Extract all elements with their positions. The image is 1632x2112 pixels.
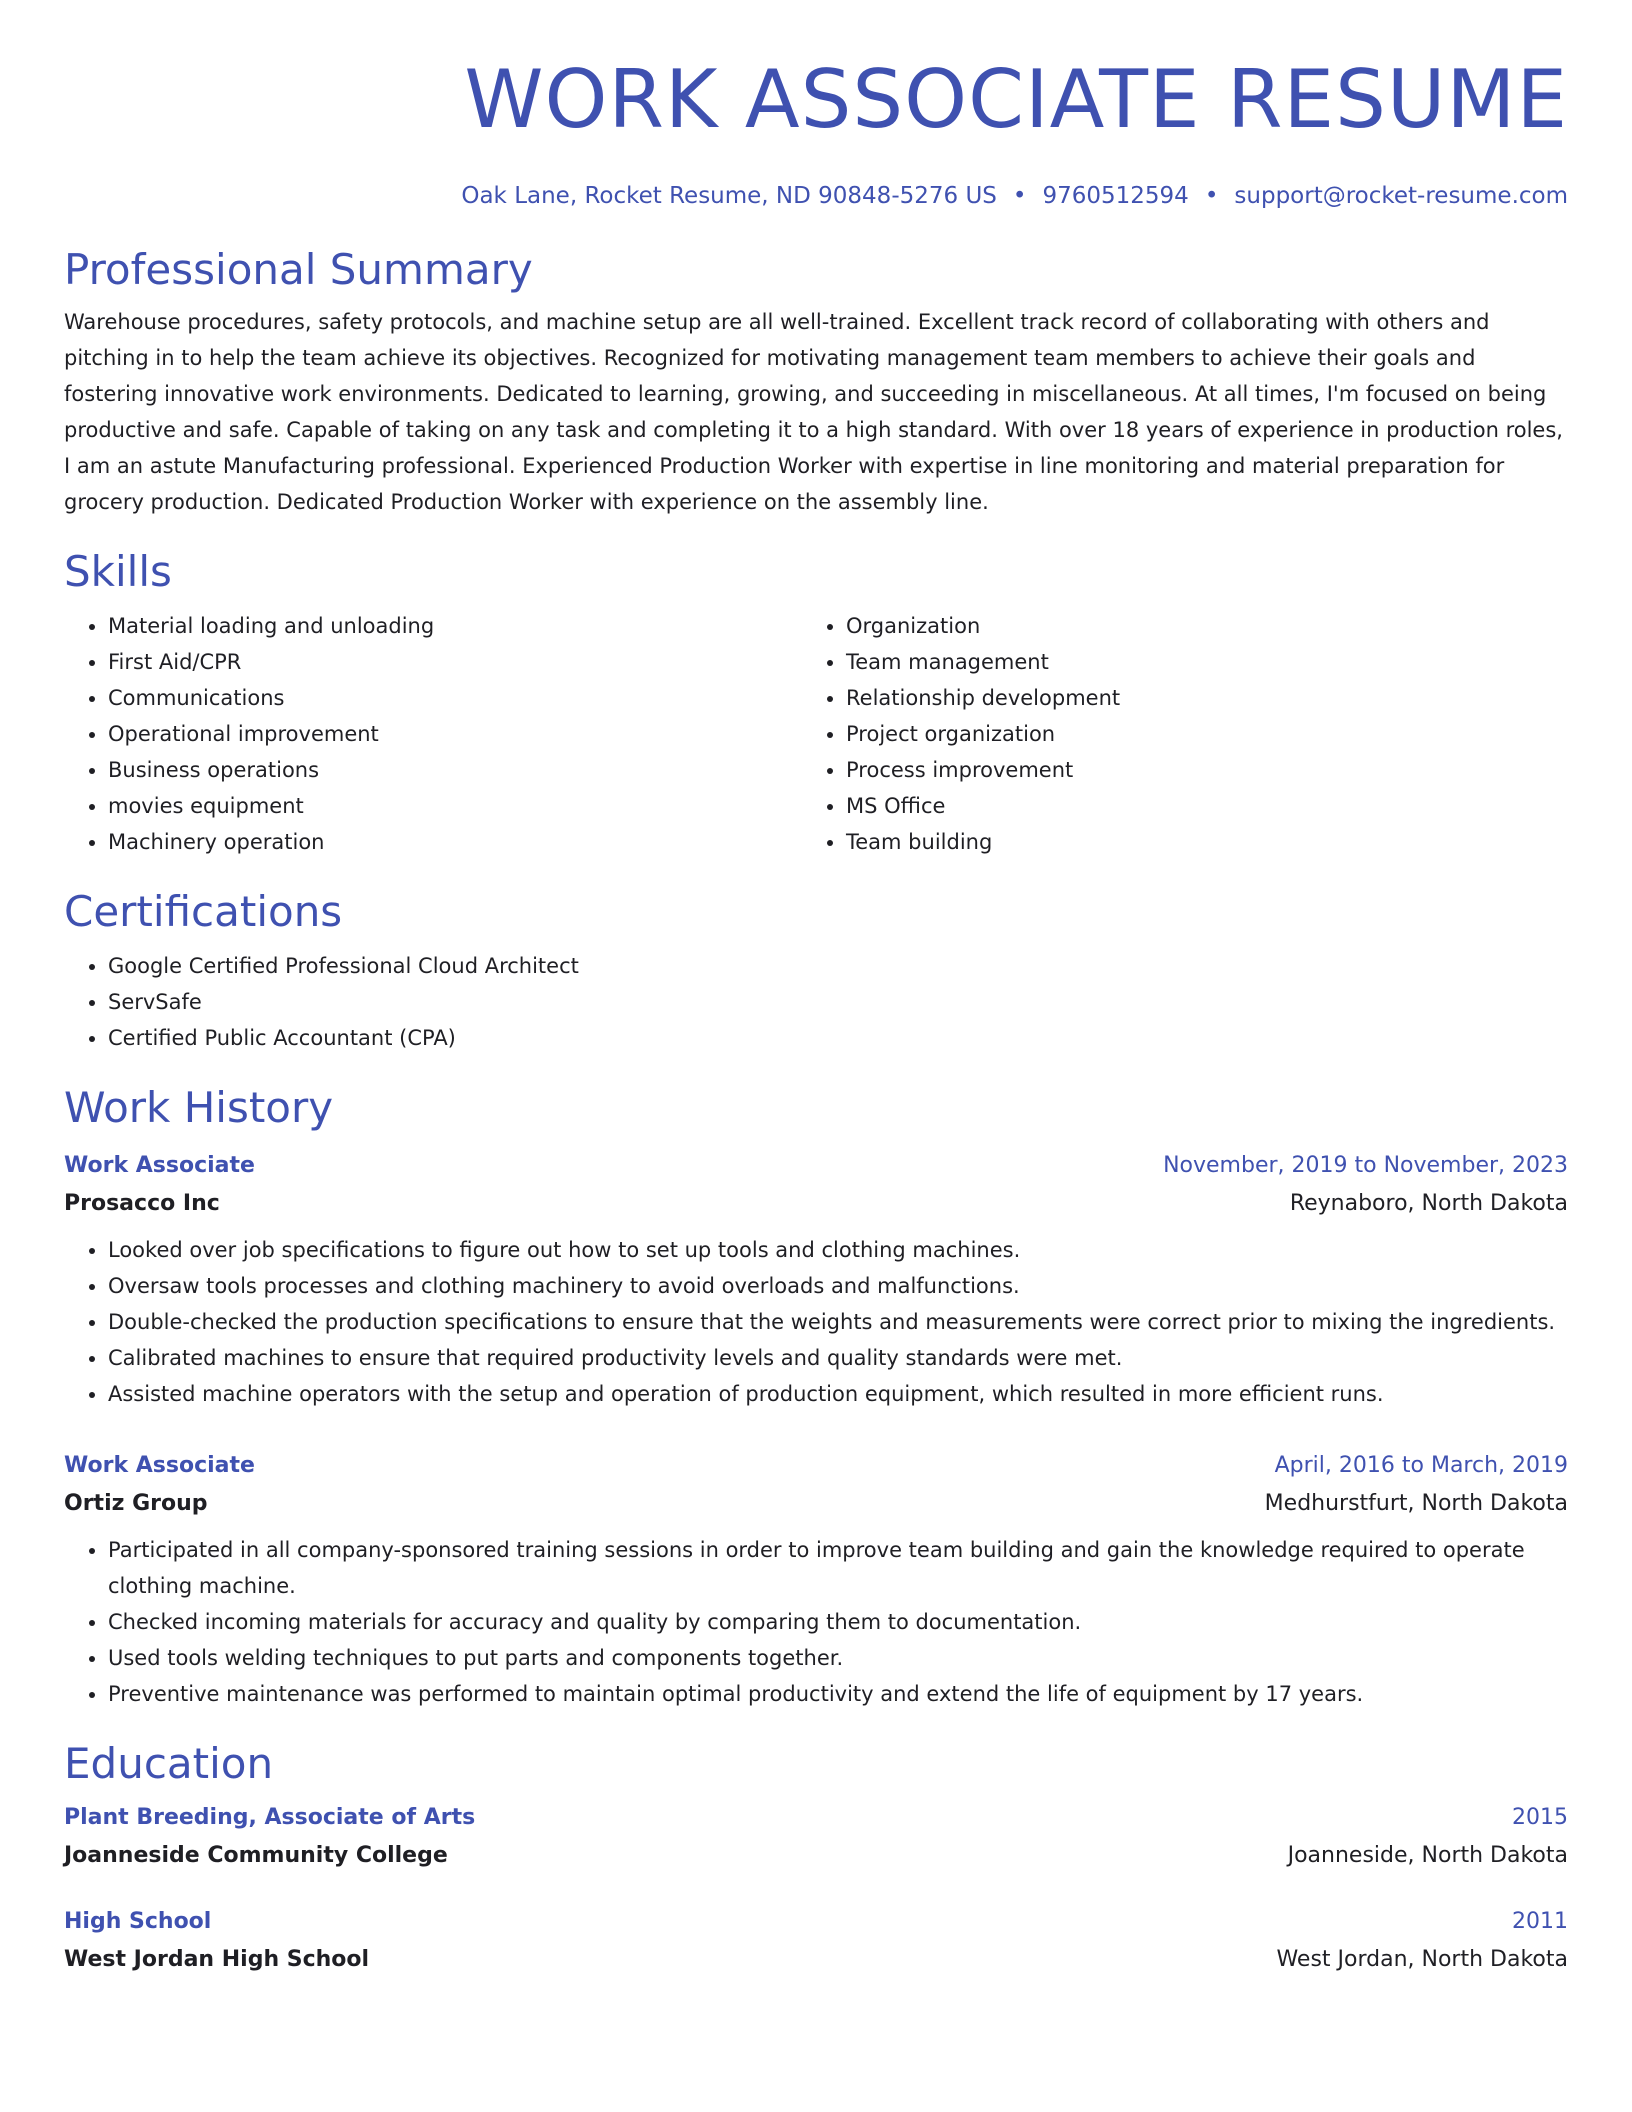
job-bullet: • Assisted machine operators with the setup and operation of production equipment, which resulted in more efficient runs.: [108, 1376, 1568, 1412]
education-school: West Jordan High School: [64, 1947, 370, 1972]
job-company: Ortiz Group: [64, 1491, 208, 1516]
skill-item: • Team management: [846, 644, 1568, 680]
job-title-row: [64, 1148, 1568, 1184]
job-bullet: • Participated in all company-sponsored training sessions in order to improve team building and gain the knowledge required to operate clothing machine.: [108, 1532, 1568, 1604]
skill-item: • Organization: [846, 608, 1568, 644]
certifications-section: [64, 886, 1568, 1056]
skills-section: [64, 546, 1568, 860]
skill-item: • Relationship development: [846, 680, 1568, 716]
contact-address: Oak Lane, Rocket Resume, ND 90848-5276 US: [461, 183, 997, 209]
skills-list-right: [802, 608, 1568, 860]
education-heading: Education: [64, 1739, 274, 1788]
skill-item: • Operational improvement: [108, 716, 802, 752]
work-history-section: [64, 1082, 1568, 1712]
job-title: Work Associate: [64, 1453, 255, 1478]
contact-separator: •: [1012, 183, 1027, 209]
job-bullet: • Used tools welding techniques to put parts and components together.: [108, 1640, 1568, 1676]
education-location: Joanneside, North Dakota: [1287, 1843, 1568, 1868]
job-entry: [64, 1448, 1568, 1712]
certification-item: • ServSafe: [108, 984, 1568, 1020]
contact-phone[interactable]: 9760512594: [1042, 183, 1189, 209]
job-bullet: • Looked over job specifications to figure out how to set up tools and clothing machines.: [108, 1232, 1568, 1268]
skills-grid: [64, 598, 1568, 860]
skills-list-left: [64, 608, 802, 860]
contact-email[interactable]: support@rocket-resume.com: [1234, 183, 1568, 209]
certification-item: • Certified Public Accountant (CPA): [108, 1020, 1568, 1056]
education-year: 2011: [1512, 1909, 1568, 1934]
job-bullet: • Preventive maintenance was performed to maintain optimal productivity and extend the life of equipment by 17 years.: [108, 1676, 1568, 1712]
skill-item: • Team building: [846, 824, 1568, 860]
job-title-row: [64, 1448, 1568, 1484]
skill-item: • movies equipment: [108, 788, 802, 824]
skill-item: • First Aid/CPR: [108, 644, 802, 680]
job-location: Reynaboro, North Dakota: [1289, 1191, 1568, 1216]
certifications-list: [64, 948, 1568, 1056]
resume-header: [64, 0, 1568, 212]
summary-text: Warehouse procedures, safety protocols, and machine setup are all well-trained. Excellent track record of collaborating with others and pitching in to help the team achieve its objectives. Recognized for motivating management team members to achieve their goals and fostering innovative work environments. Dedicated to learning, growing, and succeeding in miscellaneous. At all times, I'm focused on being productive and safe. Capable of taking on any task and completing it to a high standard. With over 18 years of experience in production roles, I am an astute Manufacturing professional. Experienced Production Worker with expertise in line monitoring and material preparation for grocery production. Dedicated Production Worker with experience on the assembly line.: [64, 310, 1563, 514]
job-company-row: [64, 1484, 1568, 1524]
job-bullet: • Double-checked the production specifications to ensure that the weights and measurements were correct prior to mixing the ingredients.: [108, 1304, 1568, 1340]
skill-item: • Communications: [108, 680, 802, 716]
certification-item: • Google Certified Professional Cloud Architect: [108, 948, 1568, 984]
job-company-row: [64, 1184, 1568, 1224]
education-entry: [64, 1904, 1568, 1980]
education-school-row: [64, 1940, 1568, 1980]
skill-item: • Project organization: [846, 716, 1568, 752]
job-title: Work Associate: [64, 1153, 255, 1178]
education-entry: [64, 1800, 1568, 1876]
skill-item: • MS Office: [846, 788, 1568, 824]
job-bullet: • Calibrated machines to ensure that required productivity levels and quality standards were met.: [108, 1340, 1568, 1376]
contact-separator: •: [1204, 183, 1219, 209]
skill-item: • Process improvement: [846, 752, 1568, 788]
education-year: 2015: [1512, 1805, 1568, 1830]
job-bullets: [64, 1232, 1568, 1412]
skill-item: • Business operations: [108, 752, 802, 788]
education-section: [64, 1738, 1568, 1980]
education-school: Joanneside Community College: [64, 1843, 448, 1868]
education-degree-row: [64, 1800, 1568, 1836]
education-location: West Jordan, North Dakota: [1276, 1947, 1568, 1972]
education-degree: Plant Breeding, Associate of Arts: [64, 1805, 476, 1830]
summary-heading: Professional Summary: [64, 245, 533, 294]
skill-item: • Machinery operation: [108, 824, 802, 860]
job-dates: April, 2016 to March, 2019: [1274, 1453, 1568, 1478]
education-degree-row: [64, 1904, 1568, 1940]
job-entry: [64, 1148, 1568, 1412]
job-bullet: • Checked incoming materials for accuracy and quality by comparing them to documentation.: [108, 1604, 1568, 1640]
job-bullets: [64, 1532, 1568, 1712]
contact-line: [64, 180, 1568, 212]
work-history-heading: Work History: [64, 1083, 334, 1132]
job-bullet: • Oversaw tools processes and clothing machinery to avoid overloads and malfunctions.: [108, 1268, 1568, 1304]
education-school-row: [64, 1836, 1568, 1876]
resume-title: WORK ASSOCIATE RESUME: [464, 53, 1568, 146]
skills-heading: Skills: [64, 547, 172, 596]
summary-section: [64, 244, 1568, 520]
job-dates: November, 2019 to November, 2023: [1163, 1153, 1568, 1178]
skill-item: • Material loading and unloading: [108, 608, 802, 644]
certifications-heading: Certifications: [64, 887, 343, 936]
job-location: Medhurstfurt, North Dakota: [1264, 1491, 1568, 1516]
job-company: Prosacco Inc: [64, 1191, 220, 1216]
education-degree: High School: [64, 1909, 212, 1934]
